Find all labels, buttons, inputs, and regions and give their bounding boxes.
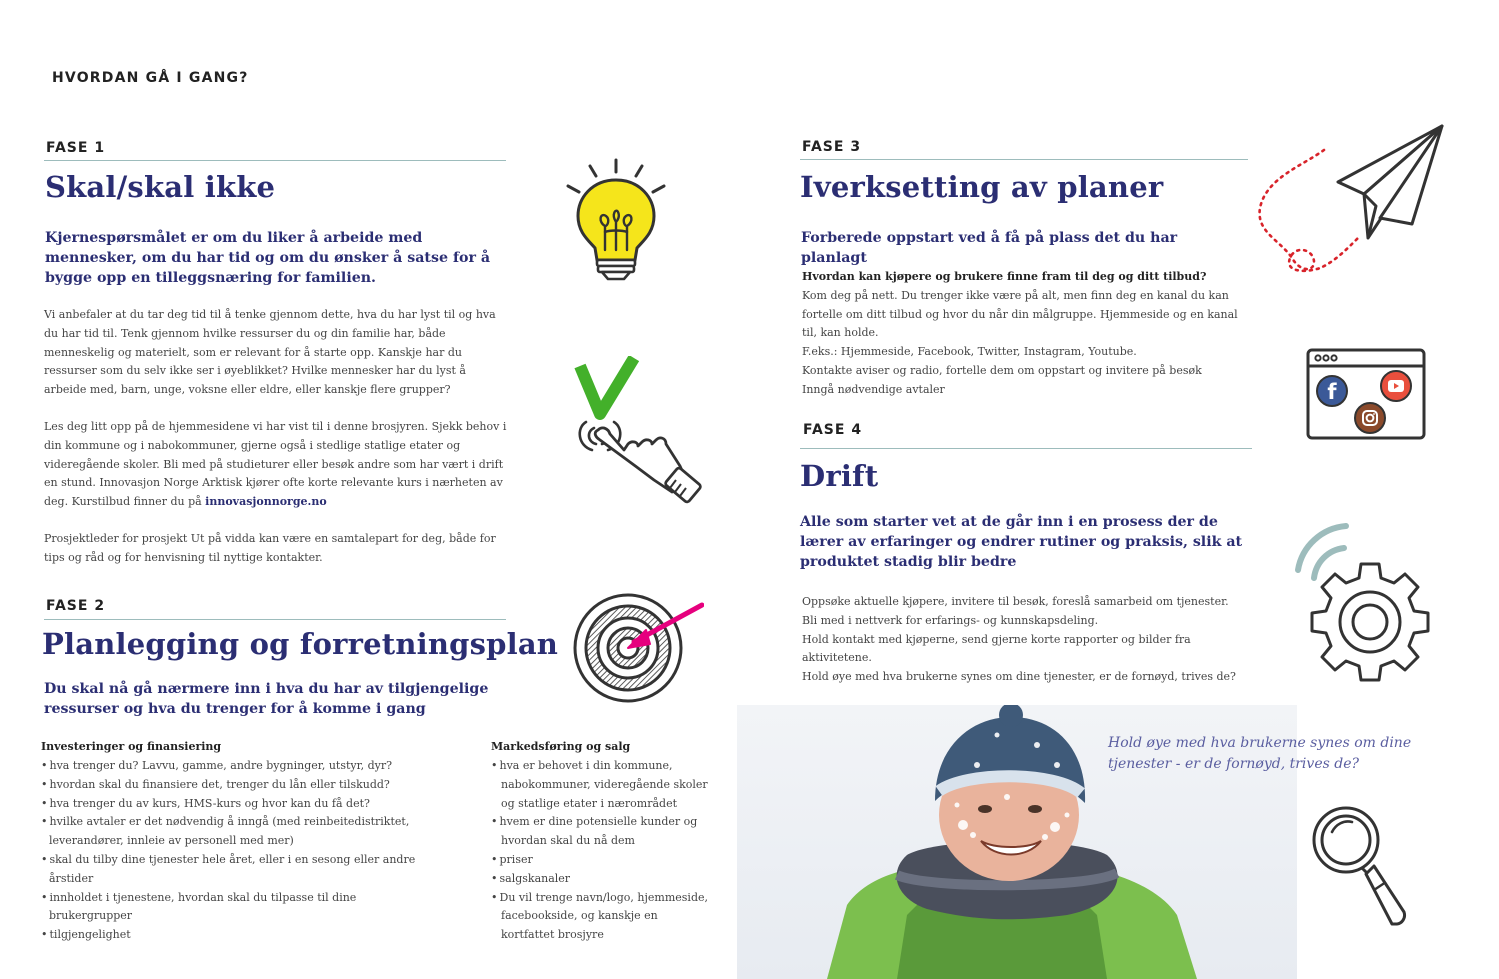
markedsforing-heading: Markedsføring og salg: [491, 740, 631, 753]
fase3-title: Iverksetting av planer: [800, 170, 1164, 204]
page-heading: HVORDAN GÅ I GANG?: [52, 70, 249, 86]
markedsforing-list: [491, 757, 713, 945]
list-item: • hvordan skal du finansiere det, trenger du lån eller tilskudd?: [41, 776, 441, 795]
fase4-title: Drift: [800, 459, 879, 493]
list-item: • Du vil trenge navn/logo, hjemmeside, facebookside, og kanskje en kortfattet brosjyre: [491, 889, 713, 945]
fase2-title: Planlegging og forretningsplan: [42, 627, 559, 661]
fase4-line: Oppsøke aktuelle kjøpere, invitere til besøk, foreslå samarbeid om tjenester.: [802, 595, 1229, 608]
list-item: • hvem er dine potensielle kunder og hvordan skal du nå dem: [491, 813, 713, 851]
investeringer-list: [41, 757, 441, 945]
fase3-lead: Forberede oppstart ved å få på plass det du har planlagt: [801, 230, 1178, 266]
lightbulb-icon: [558, 152, 674, 282]
list-item: • skal du tilby dine tjenester hele året, eller i en sesong eller andre årstider: [41, 851, 441, 889]
gear-icon: [1284, 516, 1436, 690]
instagram-icon: [1355, 403, 1385, 433]
facebook-icon: [1317, 376, 1347, 406]
list-item: • hva trenger du? Lavvu, gamme, andre bygninger, utstyr, dyr?: [41, 757, 441, 776]
fase2-label: FASE 2: [46, 598, 106, 614]
fase1-label: FASE 1: [46, 140, 106, 156]
fase4-line: Hold øye med hva brukerne synes om dine tjenester, er de fornøyd, trives de?: [802, 670, 1236, 684]
fase1-paragraph: Prosjektleder for prosjekt Ut på vidda kan være en samtalepart for deg, både for tips og råd og for henvisning til nyttige kontakter.: [44, 531, 496, 564]
fase3-body: [802, 268, 1254, 400]
fase1-body: [44, 306, 510, 568]
fase1-paragraph: Vi anbefaler at du tar deg tid til å tenke gjennom dette, hva du har lyst til og hva du har tid til. Tenk gjennom hvilke ressurser du og din familie har, både menneskelig og materielt, som er relevant for å starte opp. Kanskje har du ressurser som du selv ikke ser i øyeblikket? Hvilke mennesker har du lyst å arbeide med, barn, unge, voksne eller eldre, eller kanskje flere grupper?: [44, 308, 496, 397]
fase3-line: Inngå nødvendige avtaler: [802, 382, 945, 396]
list-item: • innholdet i tjenestene, hvordan skal du tilpasse til dine brukergrupper: [41, 889, 441, 927]
youtube-icon: [1381, 371, 1411, 401]
list-item: • priser: [491, 851, 713, 870]
fase4-label: FASE 4: [803, 422, 863, 438]
list-item: • hva trenger du av kurs, HMS-kurs og hvor kan du få det?: [41, 795, 441, 814]
magnifier-icon: [1308, 802, 1408, 932]
fase2-lead: Du skal nå gå nærmere inn i hva du har av tilgjengelige ressurser og hva du trenger for å komme i gang: [44, 681, 489, 717]
fase1-paragraph: [44, 418, 510, 512]
social-media-browser-icon: [1304, 346, 1428, 444]
list-item: • salgskanaler: [491, 870, 713, 889]
investeringer-heading: Investeringer og finansiering: [41, 740, 222, 753]
fase3-label: FASE 3: [802, 139, 862, 155]
list-item: • hvilke avtaler er det nødvendig å inngå (med reinbeitedistriktet, leverandører, innleie av personell med mer): [41, 813, 441, 851]
fase3-line: Kom deg på nett. Du trenger ikke være på alt, men finn deg en kanal du kan fortelle om ditt tilbud og hvor du når din målgruppe. Hjemmeside og en kanal til, kan holde.: [802, 288, 1238, 340]
fase4-body: [802, 593, 1262, 687]
fase1-lead: Kjernespørsmålet er om du liker å arbeide med mennesker, om du har tid og om du ønsker å satse for å bygge opp en tilleggsnæring for familien.: [45, 230, 491, 286]
fase4-lead: Alle som starter vet at de går inn i en prosess der de lærer av erfaringer og endrer rutiner og praksis, slik at produktet stadig blir bedre: [800, 514, 1243, 570]
list-item: • tilgjengelighet: [41, 926, 441, 945]
fase3-line: Kontakte aviser og radio, fortelle dem om oppstart og invitere på besøk: [802, 363, 1202, 377]
list-item: • hva er behovet i din kommune, nabokommuner, videregående skoler og statlige etater i nærområdet: [491, 757, 713, 813]
target-icon: [572, 592, 704, 704]
fase2-divider: [44, 619, 506, 620]
fase1-divider: [44, 160, 506, 161]
fase3-line: F.eks.: Hjemmeside, Facebook, Twitter, Instagram, Youtube.: [802, 345, 1137, 359]
innovasjonnorge-link[interactable]: innovasjonnorge.no: [205, 495, 327, 509]
fase4-line: Bli med i nettverk for erfarings- og kunnskapsdeling.: [802, 613, 1099, 627]
svg-text:f: f: [1327, 380, 1337, 404]
pull-quote: Hold øye med hva brukerne synes om dine tjenester - er de fornøyd, trives de?: [1108, 735, 1412, 772]
fase3-divider: [800, 159, 1248, 160]
fase1-paragraph-text: Les deg litt opp på de hjemmesidene vi har vist til i denne brosjyren. Sjekk behov i din kommune og i nabokommuner, gjerne også i stedlige statlige etater og videregående skoler. Bli med på studieturer eller besøk andre som har vært i drift en stund. Innovasjon Norge Arktisk kjører ofte korte relevante kurs i nærheten av deg.: [44, 419, 507, 509]
paper-plane-icon: [1252, 122, 1452, 282]
fase1-title: Skal/skal ikke: [45, 170, 276, 204]
fase4-divider: [800, 448, 1252, 449]
fase4-line: Hold kontakt med kjøperne, send gjerne korte rapporter og bilder fra aktivitetene.: [802, 632, 1191, 665]
fase1-paragraph-tail: Kurstilbud finner du på: [71, 495, 206, 509]
checkmark-touch-icon: [572, 356, 712, 516]
fase3-question: Hvordan kan kjøpere og brukere finne fram til deg og ditt tilbud?: [802, 270, 1207, 283]
